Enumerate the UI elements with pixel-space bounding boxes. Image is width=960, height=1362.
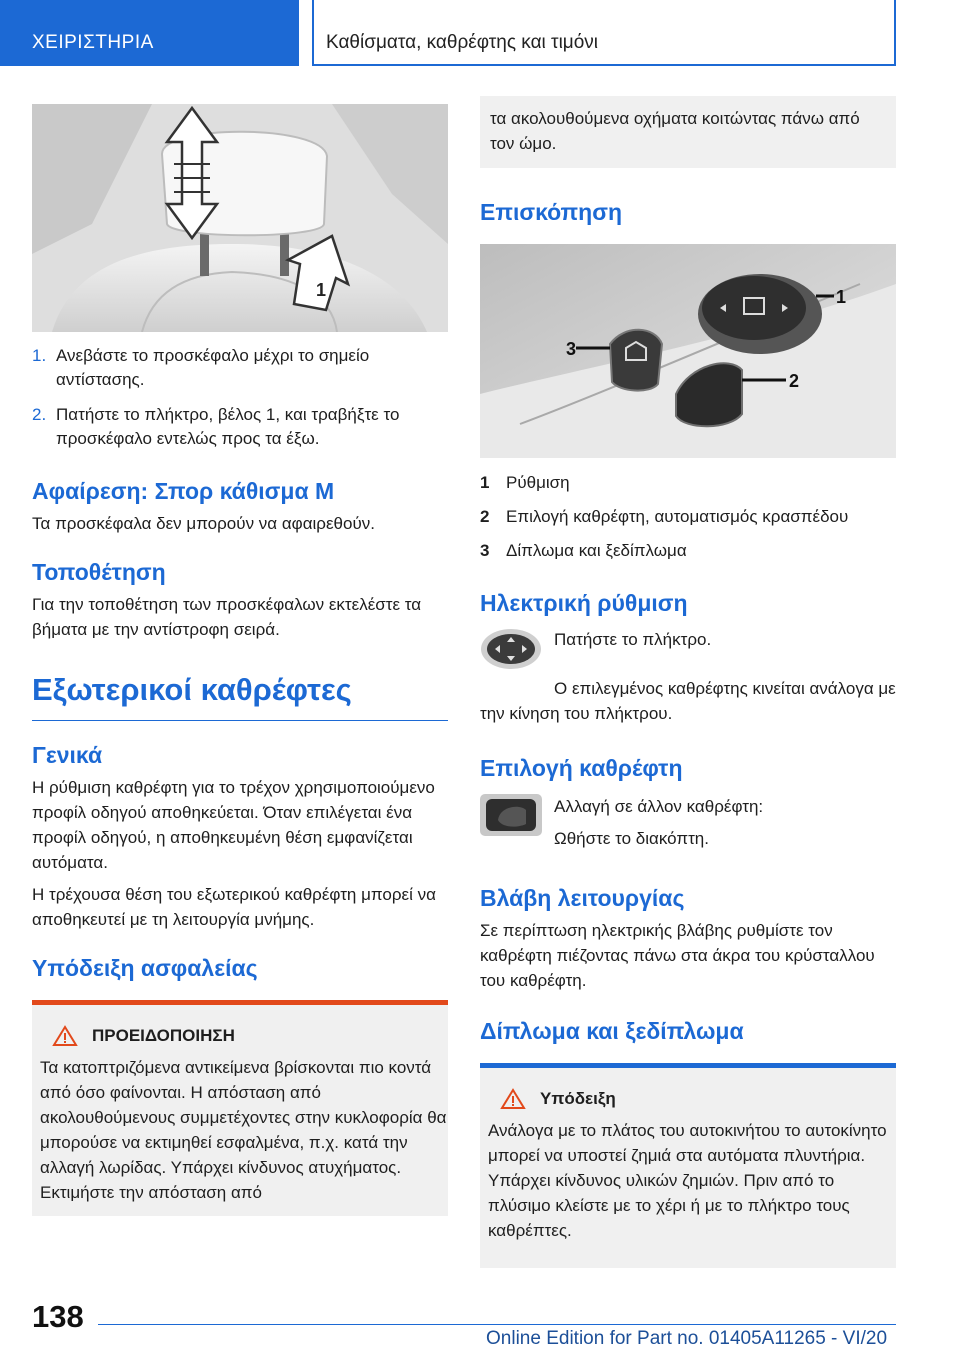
step-text: Πατήστε το πλήκτρο, βέλος 1, και τραβήξτε το προσκέφαλο εντελώς προς τα έξω.: [56, 405, 400, 448]
headrest-arrow-label: 1: [316, 280, 327, 300]
section-tab: ΧΕΙΡΙΣΤΗΡΙΑ: [0, 0, 299, 66]
legend-row: [480, 538, 896, 563]
general-paragraph-1: Η ρύθμιση καθρέφτη για το τρέχον χρησιμοποιούμενο προφίλ οδηγού αποθηκεύεται. Όταν επιλέγεται ένα προφίλ οδηγού, η αποθηκευμένη θέση εμφανίζεται αυτόματα.: [32, 778, 435, 872]
safety-heading: Υπόδειξη ασφαλείας: [32, 955, 258, 981]
legend-number: 1: [480, 473, 490, 492]
sport-seat-heading: Αφαίρεση: Σπορ κάθισμα M: [32, 478, 335, 504]
legend-text: Ρύθμιση: [506, 473, 570, 492]
warning-box: [32, 1000, 448, 1216]
headrest-illustration: [32, 104, 448, 332]
install-heading: Τοποθέτηση: [32, 559, 166, 585]
legend-row: [480, 470, 896, 495]
legend-text: Επιλογή καθρέφτη, αυτοματισμός κρασπέδου: [506, 507, 849, 526]
mirror-select-heading: Επιλογή καθρέφτη: [480, 755, 683, 781]
right-column: [480, 96, 896, 1268]
hint-header: [488, 1088, 896, 1110]
legend-number: 2: [480, 507, 490, 526]
malfunction-text: Σε περίπτωση ηλεκτρικής βλάβης ρυθμίστε τον καθρέφτη πιέζοντας πάνω στα άκρα του κρύσταλλου του καθρέφτη.: [480, 921, 875, 990]
caution-triangle-icon: [500, 1088, 526, 1110]
chapter-title: Καθίσματα, καθρέφτης και τιμόνι: [312, 0, 896, 66]
hint-box: [480, 1063, 896, 1268]
hint-text: Ανάλογα με το πλάτος του αυτοκινήτου το αυτοκίνητο μπορεί να υποστεί ζημιά στα αυτόματα πλυντήρια. Υπάρχει κίνδυνος υλικών ζημιών. Πριν από το πλύσιμο κλείστε με το χέρι ή με το πλήκτρο τους καθρέπτες.: [488, 1121, 887, 1240]
legend-row: [480, 504, 896, 529]
mirrors-heading: Εξωτερικοί καθρέφτες: [32, 672, 448, 721]
electric-adjust-p2: Ο επιλεγμένος καθρέφτης κινείται ανάλογα με την κίνηση του πλήκτρου.: [480, 679, 896, 723]
general-paragraph-2: Η τρέχουσα θέση του εξωτερικού καθρέφτη μπορεί να αποθηκευτεί με τη λειτουργία μνήμης.: [32, 885, 436, 929]
warning-continuation: τα ακολουθούμενα οχήματα κοιτώντας πάνω από τον ώμο.: [480, 96, 896, 168]
left-column: [32, 104, 448, 1216]
warning-text: Τα κατοπτριζόμενα αντικείμενα βρίσκονται πιο κοντά από όσο φαίνονται. Η απόσταση από ακολουθούμενους συμμετέχοντες στην κυκλοφορία θα μπορούσε να εκτιμηθεί εσφαλμένα, π.χ. κατά την αλλαγή λωρίδας. Υπάρχει κίνδυνος ατυχήματος. Εκτιμήστε την απόσταση από: [40, 1058, 447, 1202]
mirror-selector-switch-icon: [480, 794, 542, 836]
mirror-select-block: [480, 794, 896, 858]
mirror-select-p2: Ωθήστε το διακόπτη.: [554, 829, 709, 848]
callout-2: 2: [789, 371, 800, 391]
mirror-switch-illustration: [480, 244, 896, 458]
install-text: Για την τοποθέτηση των προσκέφαλων εκτελέστε τα βήματα με την αντίστροφη σειρά.: [32, 595, 422, 639]
warning-header: [40, 1025, 448, 1047]
footer-divider: [98, 1324, 896, 1325]
removal-steps: [32, 344, 448, 451]
legend-number: 3: [480, 541, 490, 560]
edition-note: Online Edition for Part no. 01405A11265 - VI/20: [486, 1328, 888, 1349]
page-header: [0, 0, 960, 66]
sport-seat-text: Τα προσκέφαλα δεν μπορούν να αφαιρεθούν.: [32, 514, 375, 533]
callout-3: 3: [566, 339, 577, 359]
malfunction-heading: Βλάβη λειτουργίας: [480, 885, 685, 911]
list-item: [32, 344, 448, 392]
hint-title: Υπόδειξη: [540, 1089, 616, 1108]
step-text: Ανεβάστε το προσκέφαλο μέχρι το σημείο αντίστασης.: [56, 346, 370, 389]
electric-adjust-heading: Ηλεκτρική ρύθμιση: [480, 590, 688, 616]
electric-adjust-block: [480, 627, 896, 676]
callout-1: 1: [836, 287, 847, 307]
warning-title: ΠΡΟΕΙΔΟΠΟΙΗΣΗ: [92, 1026, 235, 1045]
step-number: 2.: [32, 405, 47, 424]
warning-triangle-icon: [52, 1025, 78, 1047]
electric-adjust-p1: Πατήστε το πλήκτρο.: [554, 630, 712, 649]
switch-legend: [480, 470, 896, 563]
mirror-select-p1: Αλλαγή σε άλλον καθρέφτη:: [554, 797, 764, 816]
page-number: 138: [32, 1299, 84, 1334]
folding-heading: Δίπλωμα και ξεδίπλωμα: [480, 1018, 744, 1044]
general-heading: Γενικά: [32, 742, 103, 768]
list-item: [32, 403, 448, 451]
overview-heading: Επισκόπηση: [480, 199, 622, 225]
mirror-adjust-button-icon: [480, 627, 542, 671]
legend-text: Δίπλωμα και ξεδίπλωμα: [506, 541, 687, 560]
step-number: 1.: [32, 346, 47, 365]
